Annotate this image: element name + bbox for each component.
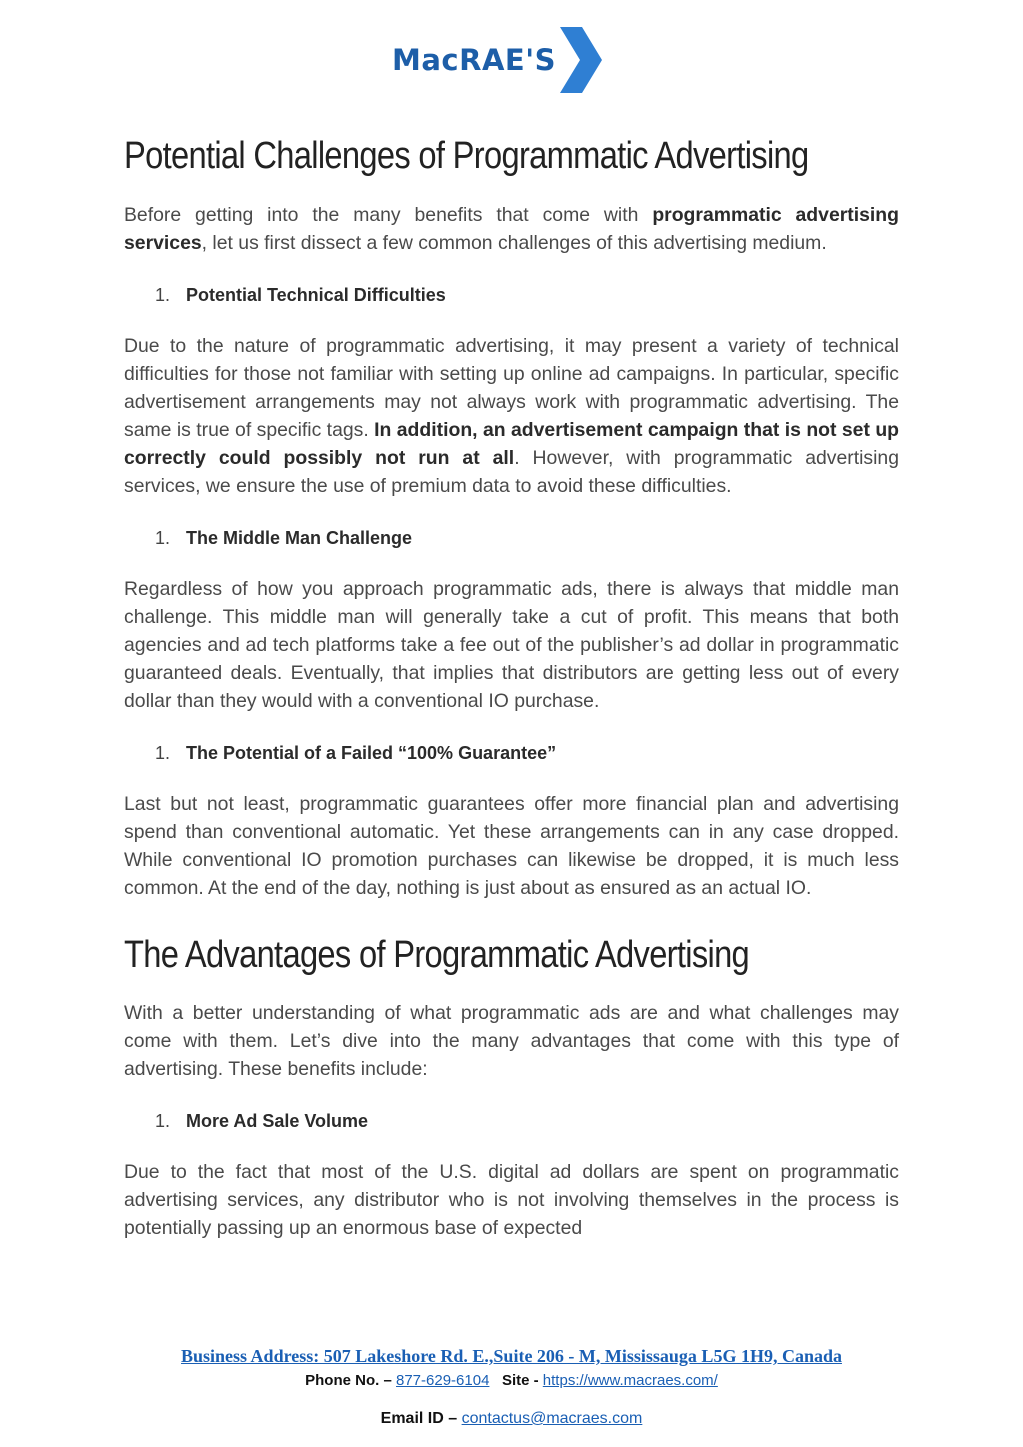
- document-body: [124, 128, 899, 1242]
- list-item: 1. Potential Technical Difficulties: [155, 285, 446, 305]
- list-item: 1. More Ad Sale Volume: [155, 1111, 369, 1131]
- list-item: 1. The Potential of a Failed “100% Guarantee”: [155, 743, 557, 763]
- macraes-logo: [392, 24, 632, 96]
- advantages-intro-paragraph: With a better understanding of what programmatic ads are and what challenges may come with them. Let’s dive into the many advantages that come with this type of advertising. These benefits include:: [124, 1002, 899, 1080]
- logo-text: MacRAE'S: [392, 43, 556, 77]
- chevron-logo-icon: [558, 27, 602, 93]
- phone-label: Phone No. –: [305, 1372, 392, 1389]
- site-link[interactable]: https://www.macraes.com/: [542, 1372, 718, 1389]
- ad-volume-paragraph: Due to the fact that most of the U.S. digital ad dollars are spent on programmatic advertising services, any distributor who is not involving themselves in the process is potentially passing up an enormous base of expected: [124, 1161, 899, 1239]
- phone-link[interactable]: 877-629-6104: [396, 1372, 490, 1389]
- business-address[interactable]: Business Address: 507 Lakeshore Rd. E.,Suite 206 - M, Mississauga L5G 1H9, Canada: [181, 1346, 842, 1366]
- challenges-heading: Potential Challenges of Programmatic Advertising: [124, 135, 809, 177]
- middle-man-paragraph: Regardless of how you approach programmatic ads, there is always that middle man challenge. This middle man will generally take a cut of profit. This means that both agencies and ad tech platforms take a fee out of the publisher’s ad dollar in programmatic guaranteed deals. Eventually, that implies that distributors are getting less out of every dollar than they would with a conventional IO purchase.: [124, 578, 899, 712]
- email-link[interactable]: contactus@macraes.com: [461, 1410, 643, 1427]
- advantages-heading: The Advantages of Programmatic Advertising: [124, 934, 750, 976]
- intro-paragraph: Before getting into the many benefits that come with programmatic advertising services, let us first dissect a few common challenges of this advertising medium.: [124, 204, 899, 254]
- technical-paragraph: Due to the nature of programmatic advertising, it may present a variety of technical difficulties for those not familiar with setting up online ad campaigns. In particular, specific advertisement arrangements may not always work with programmatic advertising. The same is true of specific tags. In addition, an advertisement campaign that is not set up correctly could possibly not run at all. However, with programmatic advertising services, we ensure the use of premium data to avoid these difficulties.: [124, 335, 900, 497]
- site-label: Site -: [501, 1372, 539, 1389]
- guarantee-paragraph: Last but not least, programmatic guarantees offer more financial plan and advertising spend than conventional automatic. Yet these arrangements can in any case dropped. While conventional IO promotion purchases can likewise be dropped, it is much less common. At the end of the day, nothing is just about as ensured as an actual IO.: [124, 793, 899, 899]
- email-label: Email ID –: [380, 1410, 458, 1427]
- contact-line: [0, 1372, 1023, 1389]
- email-line: [0, 1410, 1023, 1428]
- list-item: 1. The Middle Man Challenge: [155, 528, 413, 548]
